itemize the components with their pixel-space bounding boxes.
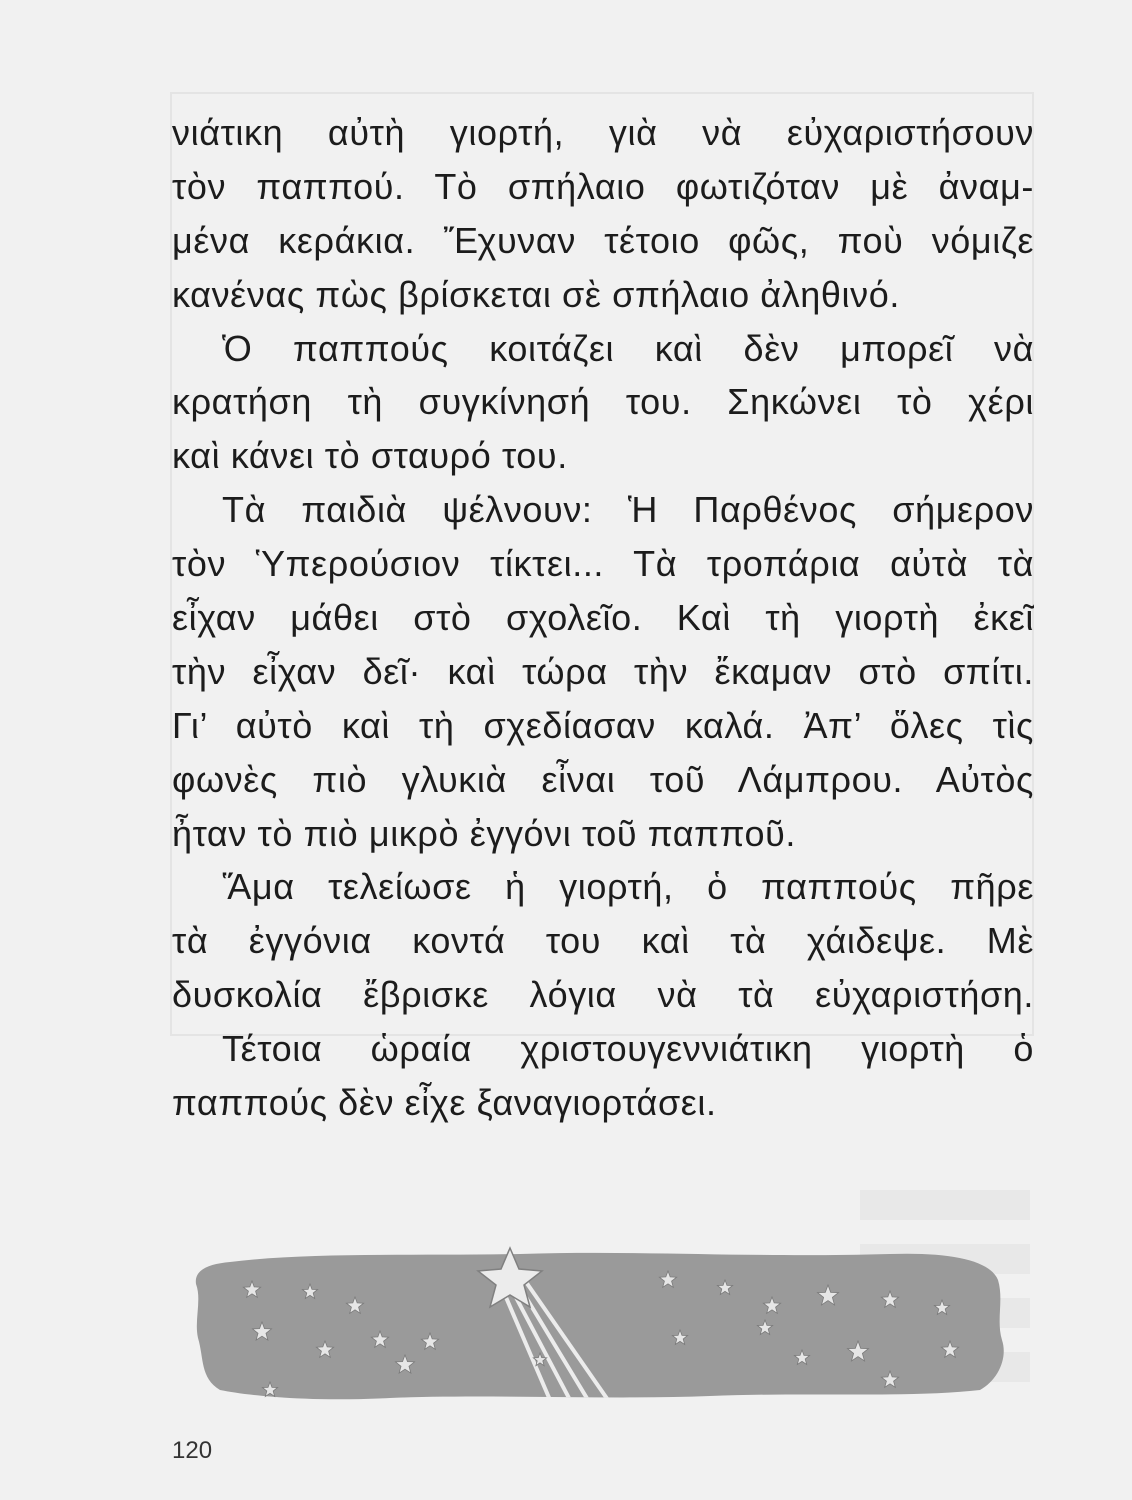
text-line: Ὁ παππούς κοιτάζει καὶ δὲν μπορεῖ νὰ xyxy=(222,327,1034,369)
text-line: εἶχαν μάθει στὸ σχολεῖο. Καὶ τὴ γιορτὴ ἐκεῖ xyxy=(172,597,1034,639)
text-line: κρατήση τὴ συγκίνησή του. Σηκώνει τὸ χέρι xyxy=(172,381,1034,423)
text-line: Ἅμα τελείωσε ἡ γιορτή, ὁ παππούς πῆρε xyxy=(222,866,1034,908)
body-text xyxy=(172,106,1034,1130)
text-line: τὰ ἐγγόνια κοντά του καὶ τὰ χάιδεψε. Μὲ xyxy=(172,920,1034,962)
text-line: δυσκολία ἔβρισκε λόγια νὰ τὰ εὐχαριστήση. xyxy=(172,974,1034,1016)
page-number: 120 xyxy=(172,1437,213,1464)
text-line: Τὰ παιδιὰ ψέλνουν: Ἡ Παρθένος σήμερον xyxy=(222,489,1034,531)
text-line: Γι’ αὐτὸ καὶ τὴ σχεδίασαν καλά. Ἀπ’ ὅλες τὶς xyxy=(172,704,1034,746)
starry-sky-illustration xyxy=(190,1240,1010,1430)
text-line: ἦταν τὸ πιὸ μικρὸ ἐγγόνι τοῦ παπποῦ. xyxy=(172,812,797,854)
text-line: μένα κεράκια. Ἔχυναν τέτοιο φῶς, ποὺ νόμιζε xyxy=(172,219,1034,261)
text-line: παππούς δὲν εἶχε ξαναγιορτάσει. xyxy=(172,1082,717,1124)
text-line: τὸν παππού. Τὸ σπήλαιο φωτιζόταν μὲ ἀναμ- xyxy=(172,165,1034,207)
text-line: Τέτοια ὡραία χριστουγεννιάτικη γιορτὴ ὁ xyxy=(222,1028,1034,1070)
text-line: καὶ κάνει τὸ σταυρό του. xyxy=(172,435,568,477)
text-line: τὸν Ὑπερούσιον τίκτει... Τὰ τροπάρια αὐτὰ τὰ xyxy=(172,543,1034,585)
text-line: τὴν εἶχαν δεῖ· καὶ τώρα τὴν ἔκαμαν στὸ σπίτι. xyxy=(172,650,1034,692)
text-line: φωνὲς πιὸ γλυκιὰ εἶναι τοῦ Λάμπρου. Αὐτὸς xyxy=(172,758,1034,800)
text-line: κανένας πὼς βρίσκεται σὲ σπήλαιο ἀληθινό. xyxy=(172,273,900,315)
text-line: νιάτικη αὐτὴ γιορτή, γιὰ νὰ εὐχαριστήσουν xyxy=(172,112,1034,153)
